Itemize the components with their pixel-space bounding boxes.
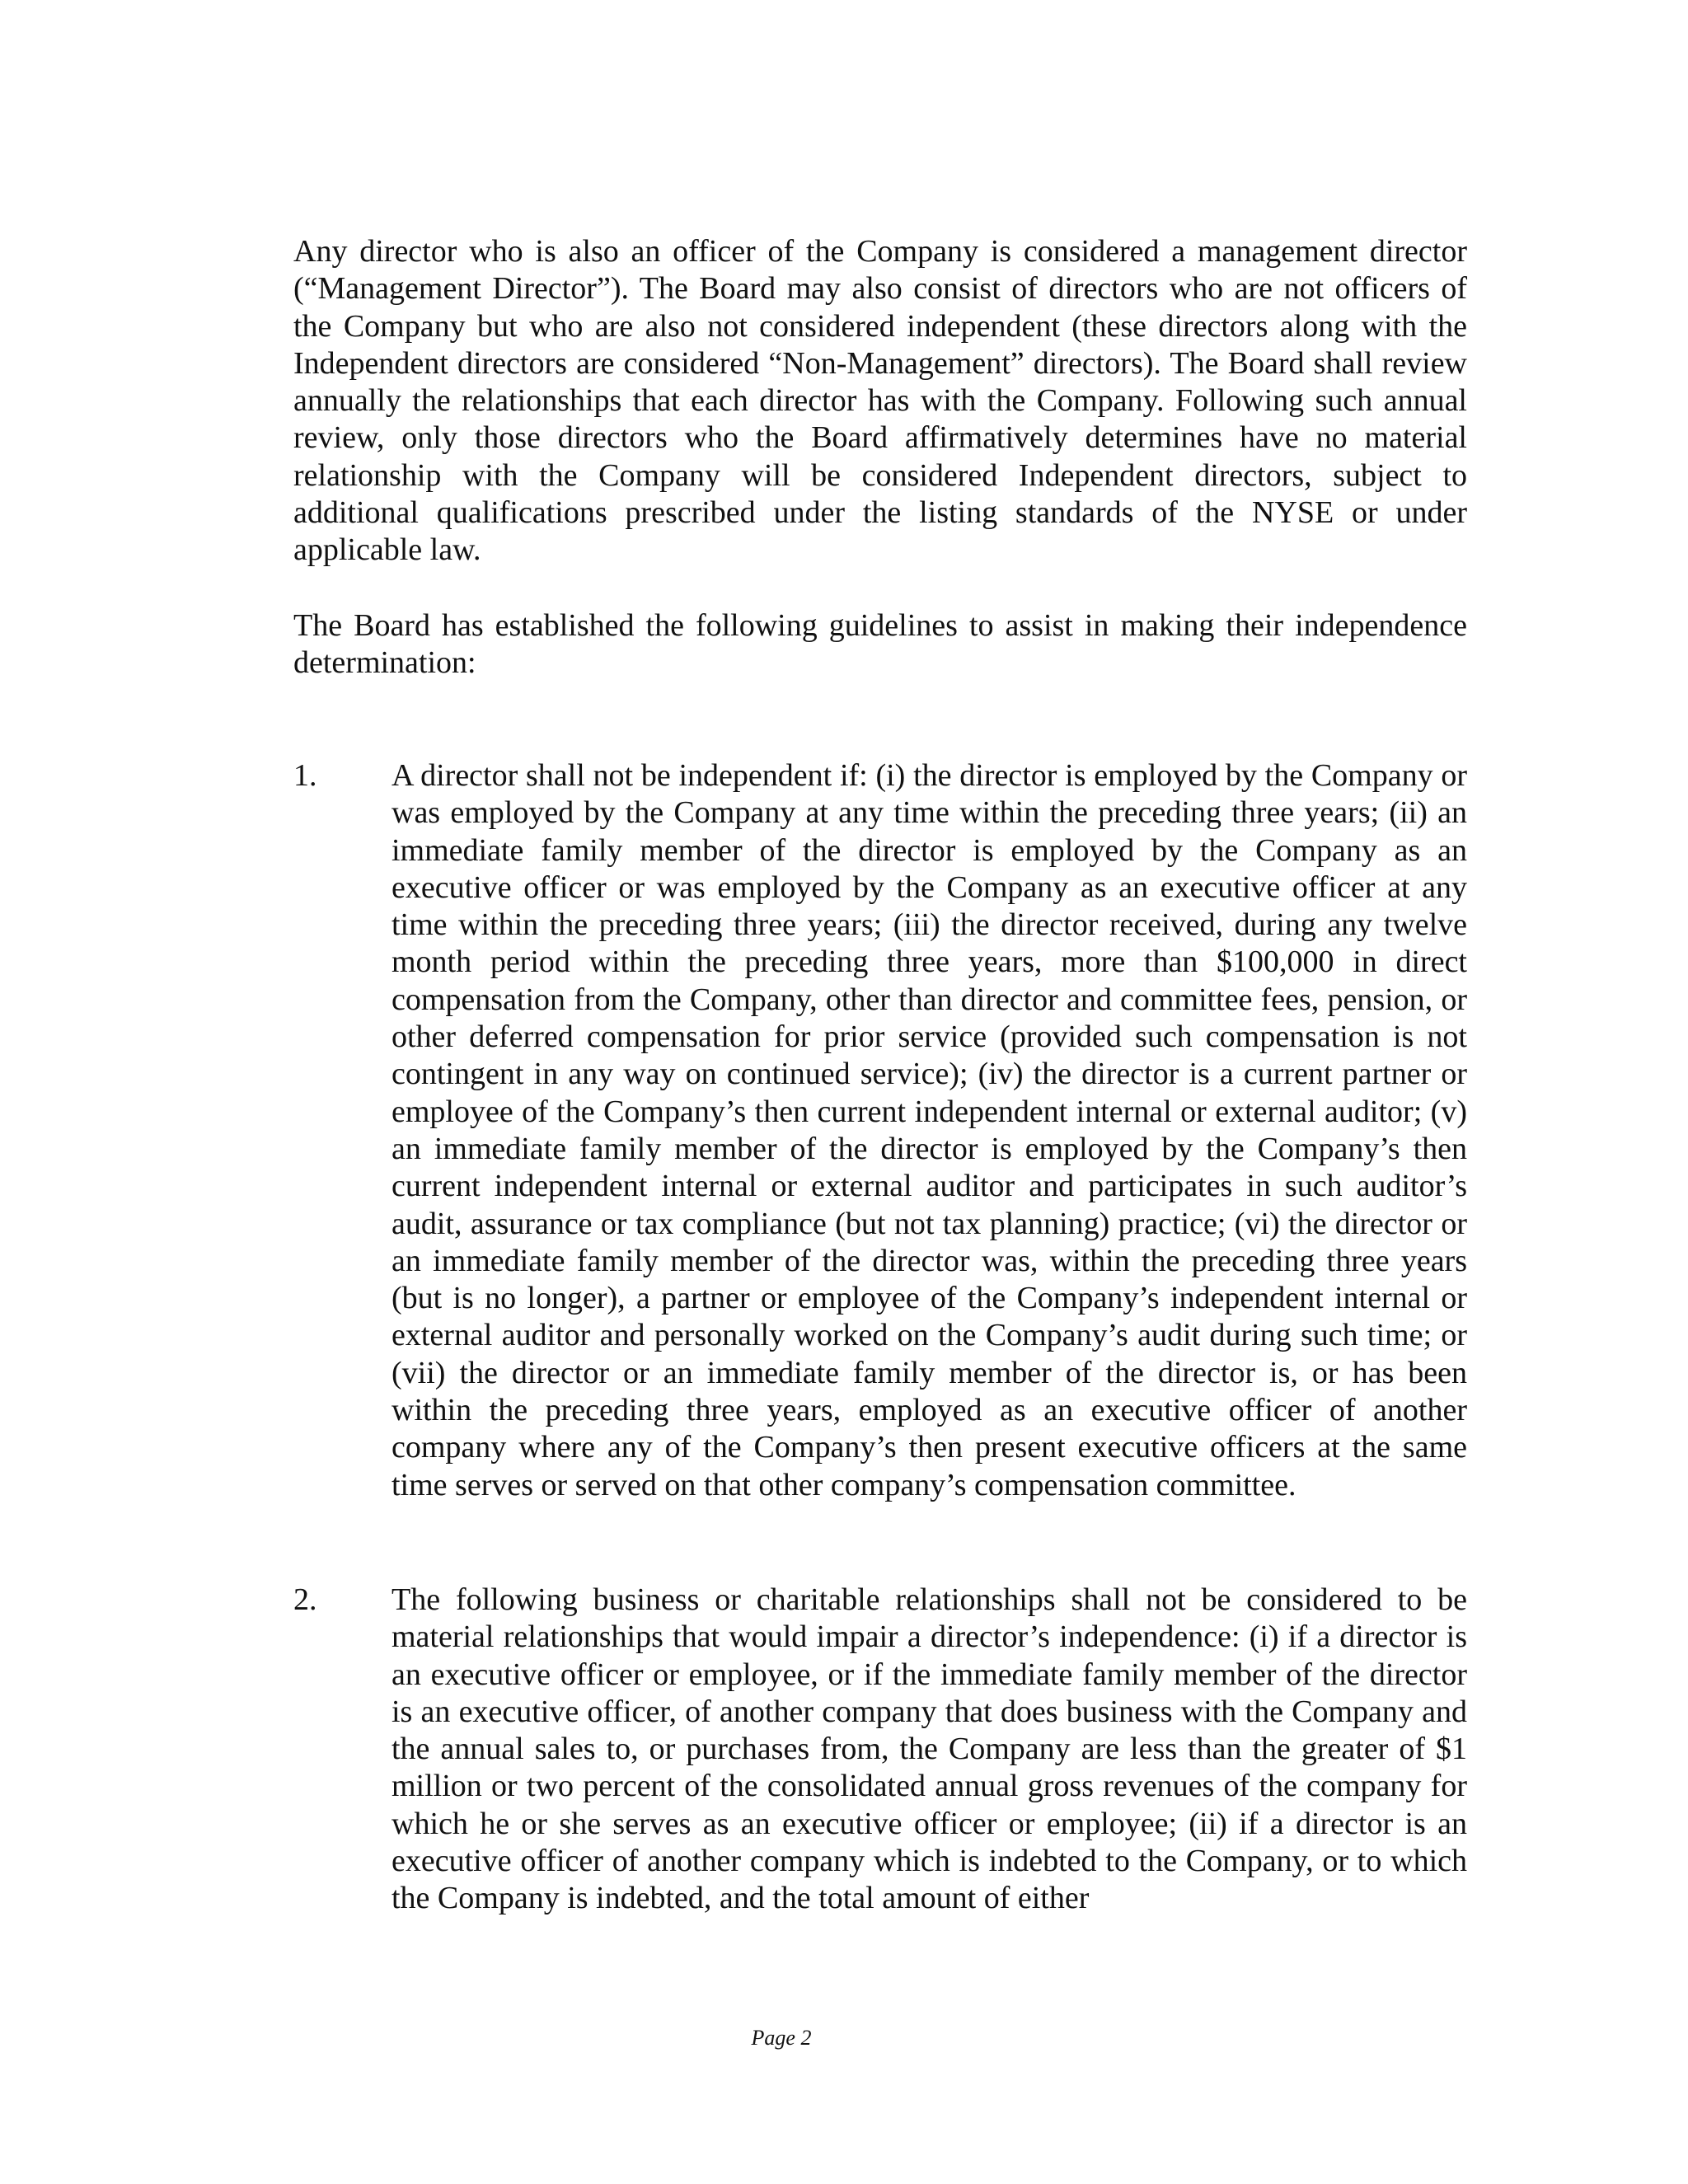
list-item-number: 2. (293, 1582, 317, 1617)
list-item-text: A director shall not be independent if: (i) the director is employed by the Company or was employed by the Company at any time within the preceding three years; (ii) an immediate family member of the director is employed by the Company as an executive officer or was employed by the Company as an executive officer at any time within the preceding three years; (iii) the director received, during any twelve month period within the preceding three years, more than $100,000 in direct compensation from the Company, other than director and committee fees, pension, or other deferred compensation for prior service (provided such compensation is not contingent in any way on continued service); (iv) the director is a current partner or employee of the Company’s then current independent internal or external auditor; (v) an immediate family member of the director is employed by the Company’s then current independent internal or external auditor and participates in such auditor’s audit, assurance or tax compliance (but not tax planning) practice; (vi) the director or an immediate family member of the director was, within the preceding three years (but is no longer), a partner or employee of the Company’s independent internal or external auditor and personally worked on the Company’s audit during such time; or (vii) the director or an immediate family member of the director is, or has been within the preceding three years, employed as an executive officer of another company where any of the Company’s then present executive officers at the same time serves or served on that other company’s compensation committee. (392, 758, 1467, 1502)
page-number-footer: Page 2 (751, 2026, 812, 2050)
list-item-number: 1. (293, 758, 317, 793)
list-item-text: The following business or charitable relationships shall not be considered to be material relationships that would impair a director’s independence: (i) if a director is an executive officer or employee, or if the immediate family member of the director is an executive officer, of another company that does business with the Company and the annual sales to, or purchases from, the Company are less than the greater of $1 million or two percent of the consolidated annual gross revenues of the company for which he or she serves as an executive officer or employee; (ii) if a director is an executive officer of another company which is indebted to the Company, or to which the Company is indebted, and the total amount of either (392, 1582, 1467, 1916)
paragraph-management-director: Any director who is also an officer of the Company is considered a management director (“Management Director”). The Board may also consist of directors who are not officers of the Company but who are also not considered independent (these directors along with the Independent directors are considered “Non-Management” directors). The Board shall review annually the relationships that each director has with the Company. Following such annual review, only those directors who the Board affirmatively determines have no material relationship with the Company will be considered Independent directors, subject to additional qualifications prescribed under the listing standards of the NYSE or under applicable law. (293, 234, 1467, 568)
paragraph-guidelines-intro: The Board has established the following guidelines to assist in making their independence determination: (293, 608, 1467, 681)
